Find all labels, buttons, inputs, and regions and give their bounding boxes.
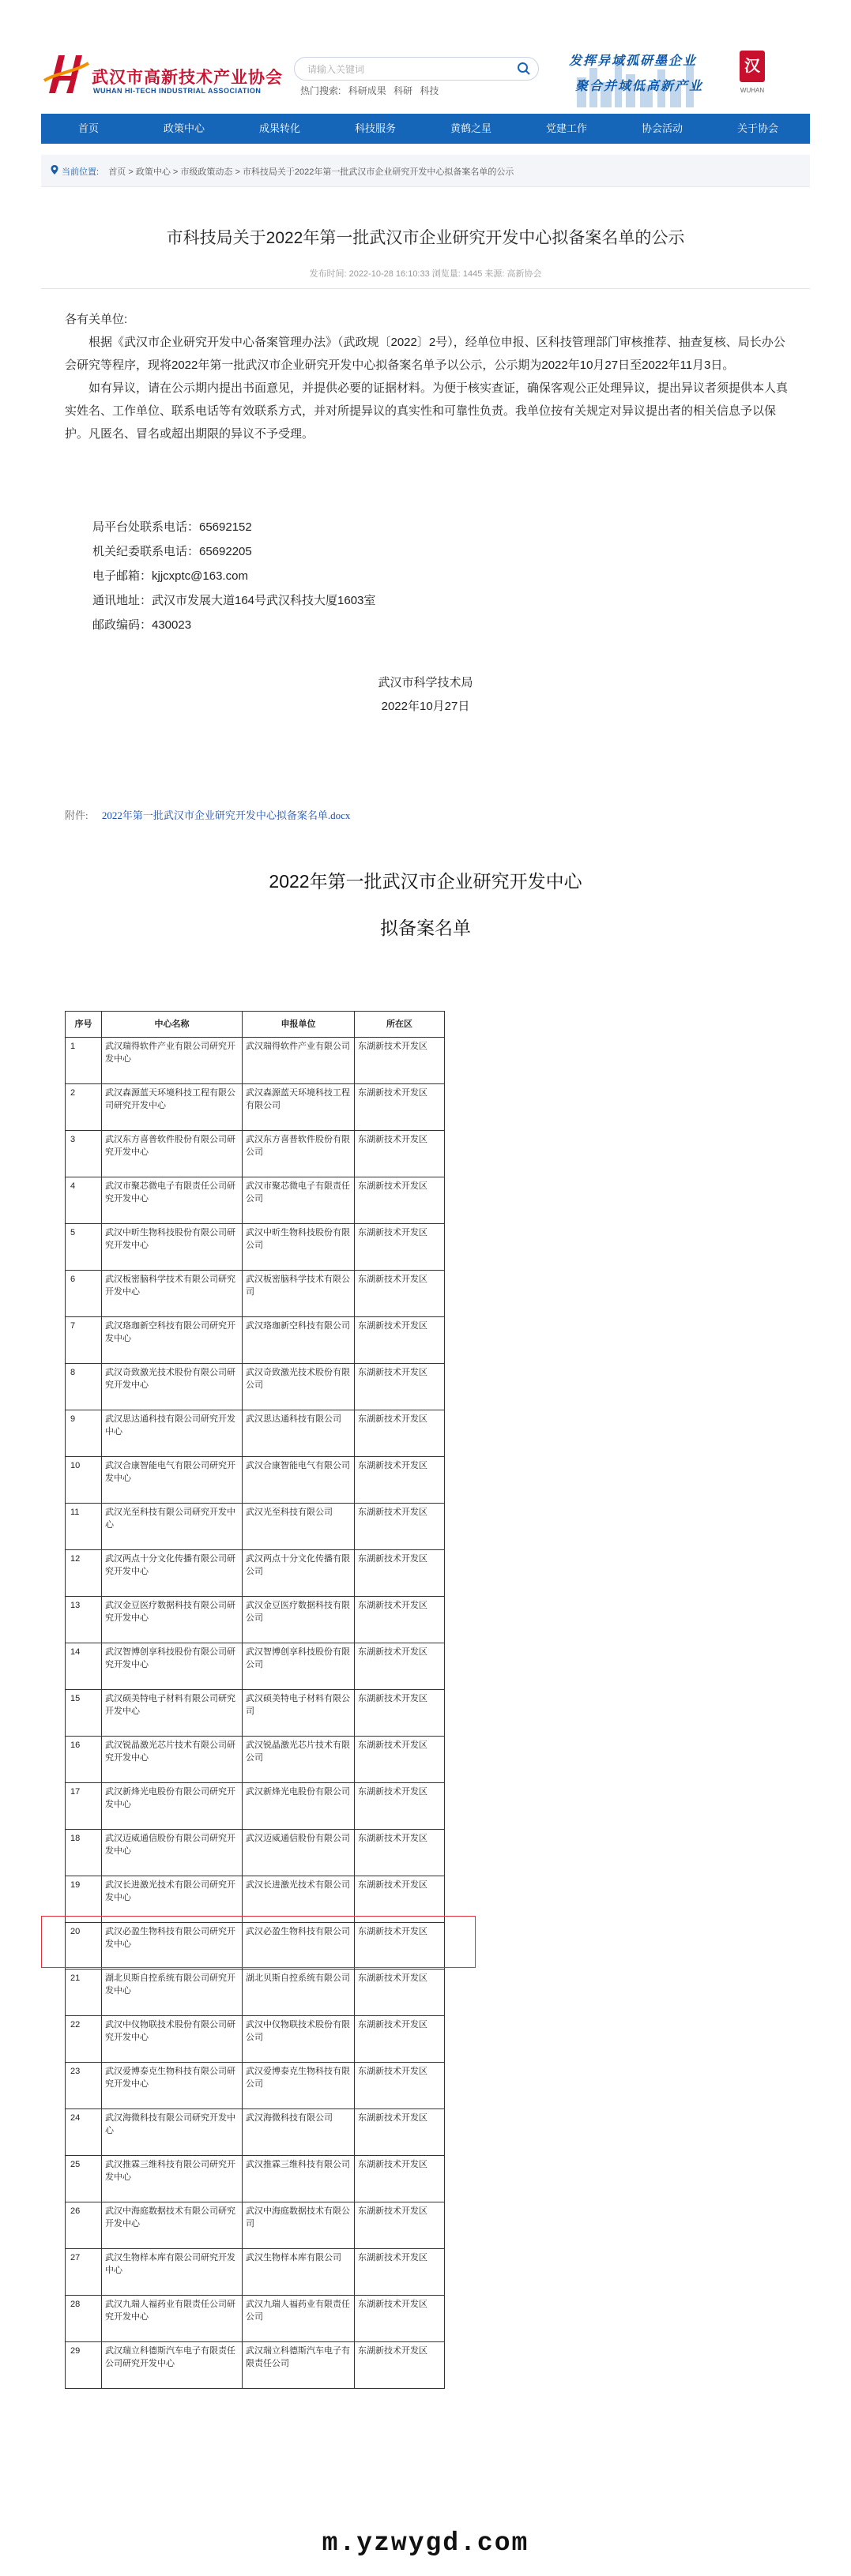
table-row (66, 1131, 445, 1177)
cell-index: 16 (66, 1737, 102, 1783)
table-row (66, 1038, 445, 1084)
breadcrumb-item-city-policy[interactable]: 市级政策动态 (180, 167, 233, 177)
table-row (66, 1364, 445, 1410)
article-body (65, 308, 792, 445)
cell-district: 东湖新技术开发区 (355, 1224, 445, 1271)
cell-applicant: 武汉奇致激光技术股份有限公司 (243, 1364, 355, 1410)
cell-index: 5 (66, 1224, 102, 1271)
banner-slogan-line2: 聚合并域低高新产业 (575, 80, 704, 93)
cell-applicant: 武汉光至科技有限公司 (243, 1504, 355, 1550)
article-meta: 发布时间: 2022-10-28 16:10:33 浏览量: 1445 来源: 高新协会 (309, 269, 542, 279)
banner-slogan-line1: 发挥异域孤研墨企业 (569, 54, 698, 68)
cell-index: 13 (66, 1597, 102, 1643)
cell-center-name: 武汉板密脑科学技术有限公司研究开发中心 (102, 1271, 243, 1317)
seal-caption: WUHAN (740, 87, 765, 94)
document-title: 2022年第一批武汉市企业研究开发中心 (269, 871, 582, 892)
cell-center-name: 武汉推霖三维科技有限公司研究开发中心 (102, 2156, 243, 2202)
cell-center-name: 武汉东方喜普软件股份有限公司研究开发中心 (102, 1131, 243, 1177)
cell-index: 4 (66, 1177, 102, 1224)
cell-center-name: 湖北贝斯自控系统有限公司研究开发中心 (102, 1970, 243, 2016)
greeting: 各有关单位: (65, 313, 128, 326)
divider (41, 288, 810, 289)
cell-district: 东湖新技术开发区 (355, 2156, 445, 2202)
cell-applicant: 湖北贝斯自控系统有限公司 (243, 1970, 355, 2016)
cell-applicant: 武汉必盈生物科技有限公司 (243, 1923, 355, 1970)
cell-district: 东湖新技术开发区 (355, 2296, 445, 2342)
table-row (66, 2342, 445, 2389)
nav-item-events[interactable]: 协会活动 (641, 122, 683, 134)
cell-center-name: 武汉珞珈新空科技有限公司研究开发中心 (102, 1317, 243, 1364)
cell-index: 8 (66, 1364, 102, 1410)
cell-index: 17 (66, 1783, 102, 1830)
cell-center-name: 武汉中昕生物科技股份有限公司研究开发中心 (102, 1224, 243, 1271)
contact-line: 电子邮箱：kjjcxptc@163.com (92, 569, 248, 583)
cell-applicant: 武汉新烽光电股份有限公司 (243, 1783, 355, 1830)
seal-icon: 汉 (740, 51, 765, 82)
cell-index: 7 (66, 1317, 102, 1364)
main-nav (41, 114, 810, 144)
sign-date: 2022年10月27日 (381, 700, 470, 713)
table-row (66, 1690, 445, 1737)
cell-district: 东湖新技术开发区 (355, 1643, 445, 1690)
cell-applicant: 武汉锐晶激光芯片技术有限公司 (243, 1737, 355, 1783)
cell-applicant: 武汉金豆医疗数据科技有限公司 (243, 1597, 355, 1643)
filing-list-table (65, 1011, 445, 2389)
cell-applicant: 武汉中海庭数据技术有限公司 (243, 2202, 355, 2249)
cell-index: 20 (66, 1923, 102, 1970)
cell-applicant: 武汉中仪物联技术股份有限公司 (243, 2016, 355, 2063)
cell-applicant: 武汉合康智能电气有限公司 (243, 1457, 355, 1504)
cell-applicant: 武汉东方喜普软件股份有限公司 (243, 1131, 355, 1177)
cell-index: 24 (66, 2109, 102, 2156)
search-icon[interactable] (516, 61, 532, 77)
table-row (66, 1410, 445, 1457)
highlight-box (41, 1916, 476, 1968)
cell-center-name: 武汉必盈生物科技有限公司研究开发中心 (102, 1923, 243, 1970)
col-header-applicant: 申报单位 (243, 1012, 355, 1038)
cell-center-name: 武汉爱博泰克生物科技有限公司研究开发中心 (102, 2063, 243, 2109)
cell-applicant: 武汉爱博泰克生物科技有限公司 (243, 2063, 355, 2109)
cell-index: 6 (66, 1271, 102, 1317)
hot-searches (300, 84, 443, 97)
cell-district: 东湖新技术开发区 (355, 2109, 445, 2156)
cell-center-name: 武汉九瑞人福药业有限责任公司研究开发中心 (102, 2296, 243, 2342)
cell-applicant: 武汉硕美特电子材料有限公司 (243, 1690, 355, 1737)
cell-index: 22 (66, 2016, 102, 2063)
cell-index: 10 (66, 1457, 102, 1504)
table-row (66, 2109, 445, 2156)
breadcrumb-separator: > (172, 167, 181, 177)
cell-district: 东湖新技术开发区 (355, 1737, 445, 1783)
cell-district: 东湖新技术开发区 (355, 1876, 445, 1923)
cell-district: 东湖新技术开发区 (355, 1923, 445, 1970)
site-logo[interactable] (41, 49, 283, 104)
cell-index: 21 (66, 1970, 102, 2016)
col-header-district: 所在区 (355, 1012, 445, 1038)
table-row (66, 2202, 445, 2249)
cell-index: 25 (66, 2156, 102, 2202)
cell-index: 14 (66, 1643, 102, 1690)
contact-line: 机关纪委联系电话：65692205 (92, 545, 252, 558)
cell-applicant: 武汉板密脑科学技术有限公司 (243, 1271, 355, 1317)
page-title: 市科技局关于2022年第一批武汉市企业研究开发中心拟备案名单的公示 (166, 229, 685, 247)
cell-center-name: 武汉锐晶激光芯片技术有限公司研究开发中心 (102, 1737, 243, 1783)
attachment-link[interactable]: 2022年第一批武汉市企业研究开发中心拟备案名单.docx (101, 809, 351, 821)
cell-index: 3 (66, 1131, 102, 1177)
cell-applicant: 武汉九瑞人福药业有限责任公司 (243, 2296, 355, 2342)
cell-district: 东湖新技术开发区 (355, 1317, 445, 1364)
contact-line: 通讯地址：武汉市发展大道164号武汉科技大厦1603室 (92, 594, 376, 607)
attachment-label: 附件: (65, 809, 88, 821)
cell-applicant: 武汉中昕生物科技股份有限公司 (243, 1224, 355, 1271)
cell-district: 东湖新技术开发区 (355, 2202, 445, 2249)
attachment (65, 807, 350, 822)
breadcrumb-separator: > (235, 167, 243, 177)
hot-search-label: 热门搜索: (300, 85, 341, 96)
table-row (66, 1271, 445, 1317)
nav-item-transfer[interactable]: 成果转化 (258, 122, 300, 134)
cell-index: 26 (66, 2202, 102, 2249)
table-row (66, 2016, 445, 2063)
cell-applicant: 武汉瑞得软件产业有限公司 (243, 1038, 355, 1084)
cell-district: 东湖新技术开发区 (355, 1131, 445, 1177)
breadcrumb-label: 当前位置: (62, 167, 100, 177)
search-box (294, 57, 539, 81)
table-row (66, 1970, 445, 2016)
nav-item-home[interactable]: 首页 (77, 122, 99, 134)
table-row (66, 1737, 445, 1783)
breadcrumb-item-current: 市科技局关于2022年第一批武汉市企业研究开发中心拟备案名单的公示 (242, 167, 514, 177)
cell-center-name: 武汉光至科技有限公司研究开发中心 (102, 1504, 243, 1550)
col-header-index: 序号 (66, 1012, 102, 1038)
cell-center-name: 武汉瑞得软件产业有限公司研究开发中心 (102, 1038, 243, 1084)
cell-district: 东湖新技术开发区 (355, 1597, 445, 1643)
cell-center-name: 武汉智博创享科技股份有限公司研究开发中心 (102, 1643, 243, 1690)
header-banner (569, 46, 766, 107)
cell-center-name: 武汉市聚芯微电子有限责任公司研究开发中心 (102, 1177, 243, 1224)
cell-district: 东湖新技术开发区 (355, 1970, 445, 2016)
signature (41, 671, 810, 719)
table-row (66, 1597, 445, 1643)
cell-index: 19 (66, 1876, 102, 1923)
cell-district: 东湖新技术开发区 (355, 1690, 445, 1737)
cell-center-name: 武汉奇致激光技术股份有限公司研究开发中心 (102, 1364, 243, 1410)
cell-applicant: 武汉思达通科技有限公司 (243, 1410, 355, 1457)
cell-center-name: 武汉硕美特电子材料有限公司研究开发中心 (102, 1690, 243, 1737)
table-row (66, 1643, 445, 1690)
cell-center-name: 武汉长进激光技术有限公司研究开发中心 (102, 1876, 243, 1923)
breadcrumb-item-policy[interactable]: 政策中心 (135, 167, 171, 177)
cell-district: 东湖新技术开发区 (355, 2249, 445, 2296)
cell-center-name: 武汉瑞立科德斯汽车电子有限责任公司研究开发中心 (102, 2342, 243, 2389)
cell-district: 东湖新技术开发区 (355, 1177, 445, 1224)
cell-index: 27 (66, 2249, 102, 2296)
hot-search-item[interactable]: 科技 (420, 85, 439, 96)
cell-index: 15 (66, 1690, 102, 1737)
cell-district: 东湖新技术开发区 (355, 2063, 445, 2109)
watermark: m.yzwygd.com (322, 2529, 529, 2558)
cell-district: 东湖新技术开发区 (355, 1410, 445, 1457)
cell-center-name: 武汉迈威通信股份有限公司研究开发中心 (102, 1830, 243, 1876)
table-row (66, 1783, 445, 1830)
cell-center-name: 武汉合康智能电气有限公司研究开发中心 (102, 1457, 243, 1504)
cell-applicant: 武汉市聚芯微电子有限责任公司 (243, 1177, 355, 1224)
hot-search-item[interactable]: 科研 (393, 85, 413, 96)
cell-index: 28 (66, 2296, 102, 2342)
cell-index: 12 (66, 1550, 102, 1597)
breadcrumb-item-home[interactable]: 首页 (108, 167, 126, 177)
hot-search-item[interactable]: 科研成果 (348, 85, 386, 96)
nav-item-party[interactable]: 党建工作 (545, 122, 587, 134)
breadcrumb (41, 155, 810, 187)
cell-applicant: 武汉长进激光技术有限公司 (243, 1876, 355, 1923)
cell-index: 9 (66, 1410, 102, 1457)
cell-district: 东湖新技术开发区 (355, 2342, 445, 2389)
cell-district: 东湖新技术开发区 (355, 2016, 445, 2063)
table-row (66, 1177, 445, 1224)
nav-item-policy[interactable]: 政策中心 (163, 122, 205, 134)
cell-center-name: 武汉生物样本库有限公司研究开发中心 (102, 2249, 243, 2296)
cell-district: 东湖新技术开发区 (355, 1364, 445, 1410)
cell-district: 东湖新技术开发区 (355, 1457, 445, 1504)
contact-line: 局平台处联系电话：65692152 (92, 520, 252, 534)
location-pin-icon (49, 164, 60, 175)
logo-chinese-name: 武汉市高新技术产业协会 (92, 69, 283, 87)
table-row (66, 1830, 445, 1876)
cell-index: 18 (66, 1830, 102, 1876)
cell-center-name: 武汉两点十分文化传播有限公司研究开发中心 (102, 1550, 243, 1597)
cell-center-name: 武汉中仪物联技术股份有限公司研究开发中心 (102, 2016, 243, 2063)
contact-line: 邮政编码：430023 (92, 618, 192, 632)
cell-center-name: 武汉新烽光电股份有限公司研究开发中心 (102, 1783, 243, 1830)
contact-info (92, 515, 375, 637)
cell-district: 东湖新技术开发区 (355, 1550, 445, 1597)
breadcrumb-separator: > (128, 167, 136, 177)
cell-center-name: 武汉金豆医疗数据科技有限公司研究开发中心 (102, 1597, 243, 1643)
logo-english-name: WUHAN HI-TECH INDUSTRIAL ASSOCIATION (93, 87, 262, 95)
cell-index: 2 (66, 1084, 102, 1131)
table-row (66, 1084, 445, 1131)
cell-index: 1 (66, 1038, 102, 1084)
paragraph: 根据《武汉市企业研究开发中心备案管理办法》（武政规〔2022〕2号），经单位申报、区科技管理部门审核推荐、抽查复核、局长办公会研究等程序，现将2022年第一批武汉市企业研究开发中心拟备案名单予以公示，公示期为2022年10月27日至2022年11月3日。 (65, 336, 785, 372)
signer: 武汉市科学技术局 (378, 676, 473, 689)
cell-district: 东湖新技术开发区 (355, 1271, 445, 1317)
cell-applicant: 武汉森源蓝天环境科技工程有限公司 (243, 1084, 355, 1131)
table-row (66, 2249, 445, 2296)
search-input[interactable] (306, 61, 514, 78)
document-subtitle: 拟备案名单 (380, 918, 471, 938)
cell-index: 11 (66, 1504, 102, 1550)
table-header-row (66, 1012, 445, 1038)
table-row (66, 1317, 445, 1364)
cell-district: 东湖新技术开发区 (355, 1084, 445, 1131)
table-row (66, 2063, 445, 2109)
nav-item-star[interactable]: 黄鹤之星 (450, 122, 491, 134)
cell-applicant: 武汉珞珈新空科技有限公司 (243, 1317, 355, 1364)
col-header-center: 中心名称 (102, 1012, 243, 1038)
table-row (66, 1504, 445, 1550)
cell-applicant: 武汉海微科技有限公司 (243, 2109, 355, 2156)
cell-center-name: 武汉中海庭数据技术有限公司研究开发中心 (102, 2202, 243, 2249)
cell-applicant: 武汉生物样本库有限公司 (243, 2249, 355, 2296)
cell-district: 东湖新技术开发区 (355, 1830, 445, 1876)
cell-center-name: 武汉森源蓝天环境科技工程有限公司研究开发中心 (102, 1084, 243, 1131)
paragraph: 如有异议，请在公示期内提出书面意见，并提供必要的证据材料。为便于核实查证，确保客观公正处理异议，提出异议者须提供本人真实姓名、工作单位、联系电话等有效联系方式，并对所提异议的真实性和可靠性负责。我单位按有关规定对异议提出者的相关信息予以保护。凡匿名、冒名或超出期限的异议不予受理。 (65, 381, 789, 441)
cell-applicant: 武汉智博创享科技股份有限公司 (243, 1643, 355, 1690)
cell-applicant: 武汉两点十分文化传播有限公司 (243, 1550, 355, 1597)
table-row (66, 2296, 445, 2342)
table-row (66, 1550, 445, 1597)
logo-mark-icon (41, 49, 92, 100)
cell-index: 23 (66, 2063, 102, 2109)
nav-item-services[interactable]: 科技服务 (354, 122, 396, 134)
cell-index: 29 (66, 2342, 102, 2389)
table-row (66, 1457, 445, 1504)
site-header (0, 0, 851, 111)
nav-item-about[interactable]: 关于协会 (736, 122, 778, 134)
cell-district: 东湖新技术开发区 (355, 1783, 445, 1830)
cell-applicant: 武汉迈威通信股份有限公司 (243, 1830, 355, 1876)
table-row (66, 2156, 445, 2202)
cell-applicant: 武汉瑞立科德斯汽车电子有限责任公司 (243, 2342, 355, 2389)
cell-district: 东湖新技术开发区 (355, 1038, 445, 1084)
cell-center-name: 武汉海微科技有限公司研究开发中心 (102, 2109, 243, 2156)
cell-applicant: 武汉推霖三维科技有限公司 (243, 2156, 355, 2202)
cell-district: 东湖新技术开发区 (355, 1504, 445, 1550)
table-row (66, 1224, 445, 1271)
cell-center-name: 武汉思达通科技有限公司研究开发中心 (102, 1410, 243, 1457)
table-body (66, 1038, 445, 2389)
